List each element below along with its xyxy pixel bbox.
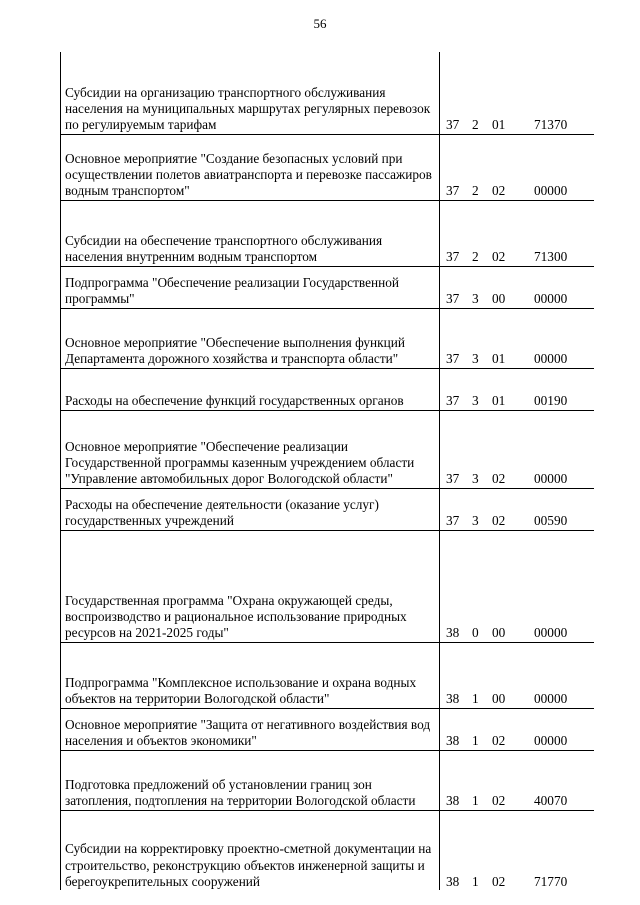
table-row bbox=[61, 200, 595, 266]
subprogram-code: 1 bbox=[472, 793, 479, 809]
row-codes bbox=[440, 708, 595, 750]
program-code: 37 bbox=[446, 291, 460, 307]
activity-code: 00 bbox=[492, 291, 506, 307]
row-codes bbox=[440, 52, 595, 134]
row-description: Основное мероприятие "Обеспечение выполнения функций Департамента дорожного хозяйства и транспорта области" bbox=[61, 308, 440, 368]
table-row bbox=[61, 52, 595, 134]
activity-code: 00 bbox=[492, 691, 506, 707]
program-code: 38 bbox=[446, 793, 460, 809]
subprogram-code: 3 bbox=[472, 513, 479, 529]
table-row bbox=[61, 368, 595, 410]
activity-code: 02 bbox=[492, 183, 506, 199]
table-row bbox=[61, 266, 595, 308]
table-row bbox=[61, 708, 595, 750]
row-codes bbox=[440, 134, 595, 200]
row-description: Субсидии на корректировку проектно-сметной документации на строительство, реконструкцию объектов инженерной защиты и берегоукрепительных сооружений bbox=[61, 810, 440, 890]
subprogram-code: 0 bbox=[472, 625, 479, 641]
budget-classification-table bbox=[60, 52, 594, 890]
row-description: Основное мероприятие "Защита от негативного воздействия вод населения и объектов экономики" bbox=[61, 708, 440, 750]
subprogram-code: 2 bbox=[472, 117, 479, 133]
row-codes bbox=[440, 368, 595, 410]
expense-code: 71300 bbox=[534, 249, 568, 265]
expense-code: 00190 bbox=[534, 393, 568, 409]
program-code: 37 bbox=[446, 351, 460, 367]
program-code: 37 bbox=[446, 513, 460, 529]
expense-code: 40070 bbox=[534, 793, 568, 809]
table-row bbox=[61, 308, 595, 368]
row-description: Государственная программа "Охрана окружающей среды, воспроизводство и рациональное использование природных ресурсов на 2021-2025 годы" bbox=[61, 530, 440, 642]
activity-code: 02 bbox=[492, 793, 506, 809]
activity-code: 02 bbox=[492, 513, 506, 529]
expense-code: 00000 bbox=[534, 733, 568, 749]
row-description: Расходы на обеспечение деятельности (оказание услуг) государственных учреждений bbox=[61, 488, 440, 530]
row-codes bbox=[440, 308, 595, 368]
row-description: Основное мероприятие "Обеспечение реализации Государственной программы казенным учреждением области "Управление автомобильных дорог Вологодской области" bbox=[61, 410, 440, 488]
row-description: Субсидии на организацию транспортного обслуживания населения на муниципальных маршрутах регулярных перевозок по регулируемым тарифам bbox=[61, 52, 440, 134]
row-codes bbox=[440, 488, 595, 530]
program-code: 38 bbox=[446, 625, 460, 641]
expense-code: 00000 bbox=[534, 691, 568, 707]
expense-code: 00000 bbox=[534, 291, 568, 307]
subprogram-code: 3 bbox=[472, 471, 479, 487]
row-codes bbox=[440, 266, 595, 308]
expense-code: 00000 bbox=[534, 351, 568, 367]
activity-code: 01 bbox=[492, 117, 506, 133]
program-code: 37 bbox=[446, 183, 460, 199]
subprogram-code: 3 bbox=[472, 291, 479, 307]
subprogram-code: 1 bbox=[472, 733, 479, 749]
subprogram-code: 3 bbox=[472, 351, 479, 367]
subprogram-code: 2 bbox=[472, 183, 479, 199]
activity-code: 01 bbox=[492, 351, 506, 367]
program-code: 37 bbox=[446, 471, 460, 487]
row-codes bbox=[440, 530, 595, 642]
expense-code: 00000 bbox=[534, 471, 568, 487]
activity-code: 02 bbox=[492, 471, 506, 487]
subprogram-code: 1 bbox=[472, 873, 479, 889]
expense-code: 71370 bbox=[534, 117, 568, 133]
table-row bbox=[61, 642, 595, 708]
activity-code: 02 bbox=[492, 873, 506, 889]
activity-code: 01 bbox=[492, 393, 506, 409]
row-description: Расходы на обеспечение функций государственных органов bbox=[61, 368, 440, 410]
subprogram-code: 2 bbox=[472, 249, 479, 265]
expense-code: 00000 bbox=[534, 183, 568, 199]
program-code: 38 bbox=[446, 733, 460, 749]
activity-code: 00 bbox=[492, 625, 506, 641]
expense-code: 71770 bbox=[534, 873, 568, 889]
expense-code: 00000 bbox=[534, 625, 568, 641]
table-row bbox=[61, 488, 595, 530]
row-codes bbox=[440, 200, 595, 266]
program-code: 38 bbox=[446, 691, 460, 707]
row-description: Подготовка предложений об установлении границ зон затопления, подтопления на территории Вологодской области bbox=[61, 750, 440, 810]
activity-code: 02 bbox=[492, 733, 506, 749]
row-description: Основное мероприятие "Создание безопасных условий при осуществлении полетов авиатранспорта и перевозке пассажиров водным транспортом" bbox=[61, 134, 440, 200]
activity-code: 02 bbox=[492, 249, 506, 265]
program-code: 37 bbox=[446, 249, 460, 265]
subprogram-code: 1 bbox=[472, 691, 479, 707]
row-codes bbox=[440, 750, 595, 810]
row-codes bbox=[440, 410, 595, 488]
program-code: 37 bbox=[446, 117, 460, 133]
table-row bbox=[61, 530, 595, 642]
row-description: Подпрограмма "Обеспечение реализации Государственной программы" bbox=[61, 266, 440, 308]
table-row bbox=[61, 134, 595, 200]
table-row bbox=[61, 810, 595, 890]
program-code: 38 bbox=[446, 873, 460, 889]
expense-code: 00590 bbox=[534, 513, 568, 529]
row-description: Субсидии на обеспечение транспортного обслуживания населения внутренним водным транспортом bbox=[61, 200, 440, 266]
program-code: 37 bbox=[446, 393, 460, 409]
table-row bbox=[61, 410, 595, 488]
row-description: Подпрограмма "Комплексное использование и охрана водных объектов на территории Вологодской области" bbox=[61, 642, 440, 708]
row-codes bbox=[440, 810, 595, 890]
row-codes bbox=[440, 642, 595, 708]
page-number: 56 bbox=[313, 16, 327, 31]
subprogram-code: 3 bbox=[472, 393, 479, 409]
table-row bbox=[61, 750, 595, 810]
